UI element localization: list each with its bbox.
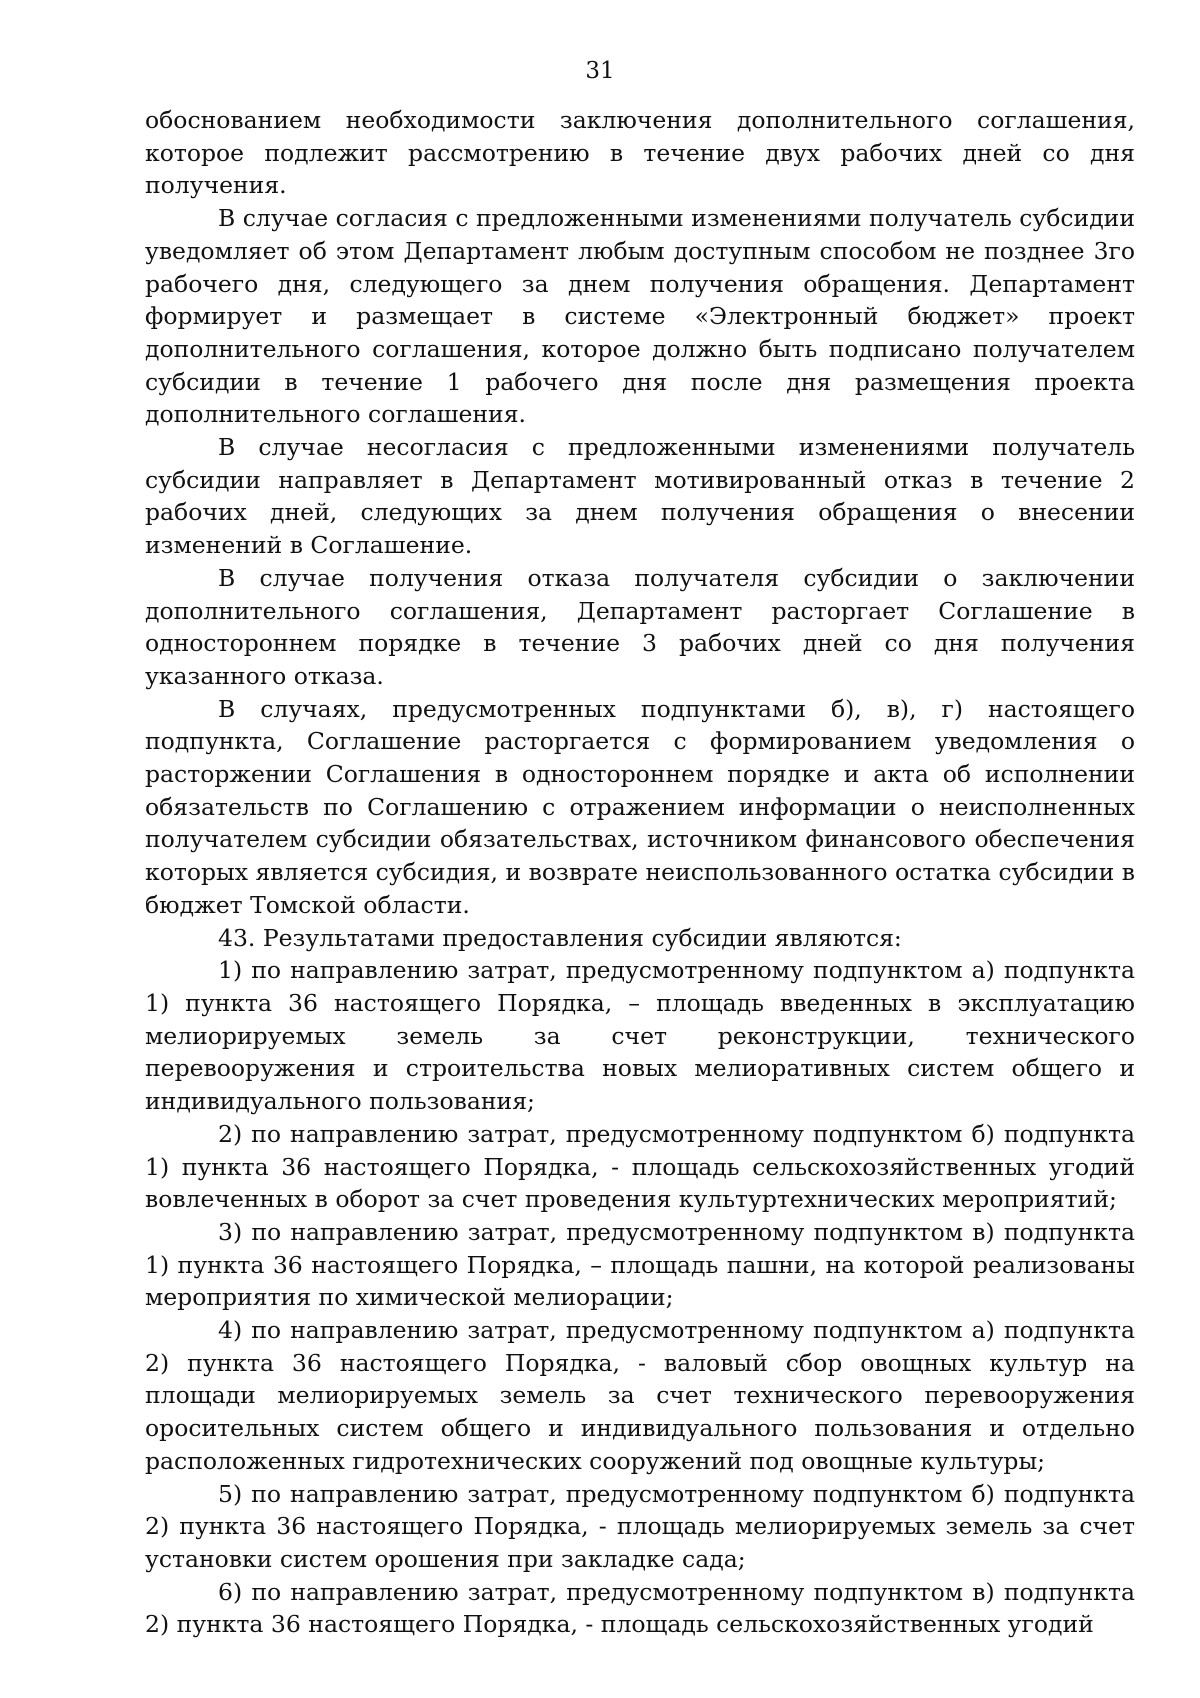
- list-item-5: 5) по направлению затрат, предусмотренному подпунктом б) подпункта 2) пункта 36 настоящего Порядка, - площадь мелиорируемых земель за счет установки систем орошения при закладке сада;: [145, 1479, 1135, 1573]
- list-item-6: 6) по направлению затрат, предусмотренному подпунктом в) подпункта 2) пункта 36 настоящего Порядка, - площадь сельскохозяйственных угодий: [145, 1577, 1135, 1639]
- paragraph-consent: В случае согласия с предложенными изменениями получатель субсидии уведомляет об этом Департамент любым доступным способом не позднее 3го рабочего дня, следующего за днем получения обращения. Департамент формирует и размещает в системе «Электронный бюджет» проект дополнительного соглашения, которое должно быть подписано получателем субсидии в течение 1 рабочего дня после дня размещения проекта дополнительного соглашения.: [145, 204, 1135, 429]
- list-item-3: 3) по направлению затрат, предусмотренному подпунктом в) подпункта 1) пункта 36 настоящего Порядка, – площадь пашни, на которой реализованы мероприятия по химической мелиорации;: [145, 1217, 1135, 1312]
- page-number: 31: [585, 58, 615, 84]
- list-item-2: 2) по направлению затрат, предусмотренному подпунктом б) подпункта 1) пункта 36 настоящего Порядка, - площадь сельскохозяйственных угодий вовлеченных в оборот за счет проведения культуртехнических мероприятий;: [145, 1119, 1135, 1214]
- paragraph-refusal: В случае получения отказа получателя субсидии о заключении дополнительного соглашения, Департамент расторгает Соглашение в одностороннем порядке в течение 3 рабочих дней со дня получения указанного отказа.: [145, 563, 1135, 690]
- paragraph-continuation: обоснованием необходимости заключения дополнительного соглашения, которое подлежит рассмотрению в течение двух рабочих дней со дня получения.: [145, 106, 1135, 200]
- body-text: [145, 104, 1135, 1641]
- paragraph-item-43: 43. Результатами предоставления субсидии являются:: [218, 923, 902, 952]
- list-item-4: 4) по направлению затрат, предусмотренному подпунктом а) подпункта 2) пункта 36 настоящего Порядка, - валовый сбор овощных культур на площади мелиорируемых земель за счет технического перевооружения оросительных систем общего и индивидуального пользования и отдельно расположенных гидротехнических сооружений под овощные культуры;: [145, 1316, 1135, 1475]
- paragraph-disagreement: В случае несогласия с предложенными изменениями получатель субсидии направляет в Департамент мотивированный отказ в течение 2 рабочих дней, следующих за днем получения обращения о внесении изменений в Соглашение.: [145, 433, 1135, 560]
- list-item-1: 1) по направлению затрат, предусмотренному подпунктом а) подпункта 1) пункта 36 настоящего Порядка, – площадь введенных в эксплуатацию мелиорируемых земель за счет реконструкции, технического перевооружения и строительства новых мелиоративных систем общего и индивидуального пользования;: [145, 956, 1135, 1116]
- paragraph-termination: В случаях, предусмотренных подпунктами б), в), г) настоящего подпункта, Соглашение расторгается с формированием уведомления о расторжении Соглашения в одностороннем порядке и акта об исполнении обязательств по Соглашению с отражением информации о неисполненных получателем субсидии обязательствах, источником финансового обеспечения которых является субсидия, и возврате неиспользованного остатка субсидии в бюджет Томской области.: [145, 694, 1135, 919]
